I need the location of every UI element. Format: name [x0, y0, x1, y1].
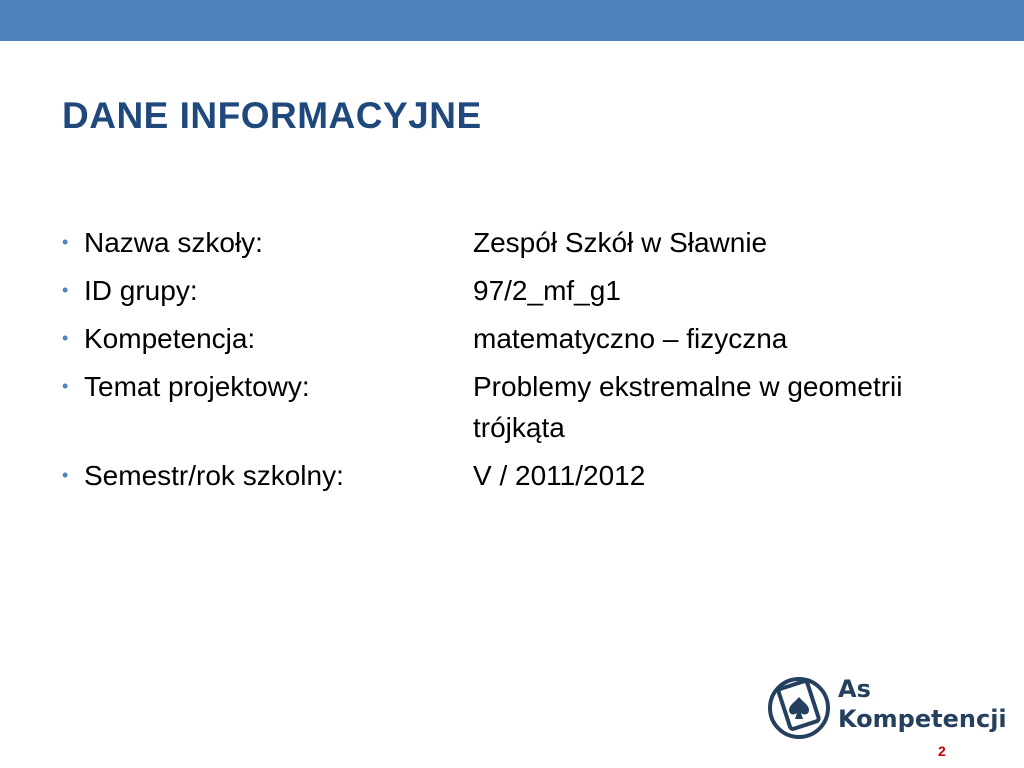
- info-label: Nazwa szkoły:: [84, 227, 263, 258]
- info-value: V / 2011/2012: [473, 460, 646, 491]
- bullet-icon: •: [62, 376, 69, 396]
- slide-title: DANE INFORMACYJNE: [62, 95, 482, 136]
- list-item-school-name: [62, 222, 962, 263]
- top-accent-bar: [0, 0, 1024, 41]
- spade-card-icon: [770, 679, 828, 737]
- info-value: Zespół Szkół w Sławnie: [473, 227, 768, 258]
- list-item-group-id: [62, 270, 962, 311]
- info-label: Semestr/rok szkolny:: [84, 460, 344, 491]
- bullet-icon: •: [62, 232, 69, 252]
- logo-text: [838, 674, 1007, 734]
- info-value: Problemy ekstremalne w geometrii trójkąta: [473, 371, 903, 443]
- info-list: [62, 222, 962, 503]
- list-item-project-topic: [62, 366, 962, 448]
- bullet-icon: •: [62, 280, 69, 300]
- page-number: 2: [938, 743, 946, 759]
- bullet-icon: •: [62, 328, 69, 348]
- info-value: 97/2_mf_g1: [473, 275, 621, 306]
- info-label: Temat projektowy:: [84, 371, 310, 402]
- info-label: ID grupy:: [84, 275, 198, 306]
- bullet-icon: •: [62, 465, 69, 485]
- list-item-semester-year: [62, 455, 962, 496]
- info-value: matematyczno – fizyczna: [473, 323, 788, 354]
- list-item-competence: [62, 318, 962, 359]
- info-label: Kompetencja:: [84, 323, 256, 354]
- logo-line-as: As: [838, 675, 871, 703]
- logo-line-kompetencji: Kompetencji: [838, 705, 1007, 733]
